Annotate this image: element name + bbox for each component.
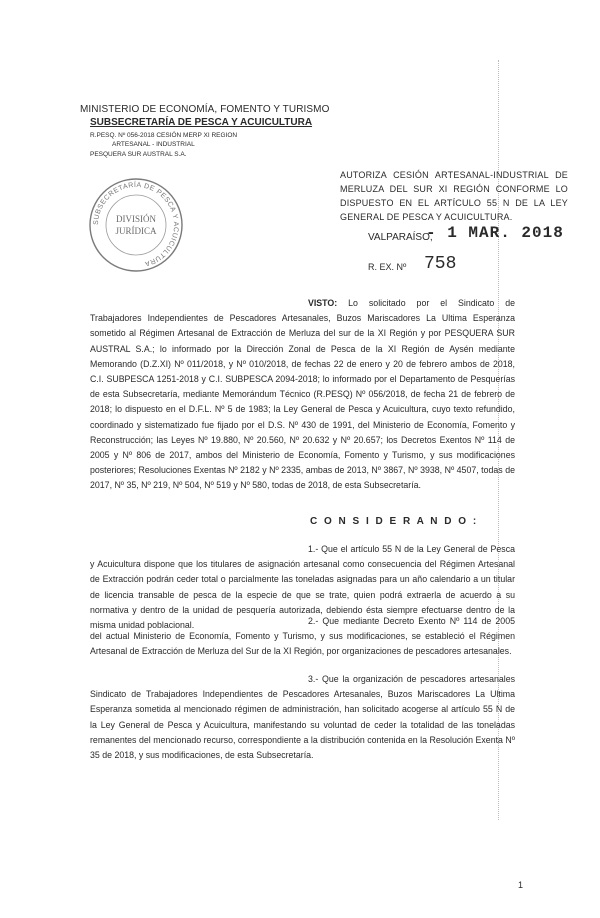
date-stamp: - 1 MAR. 2018	[426, 224, 564, 242]
considerando-1-text: 1.- Que el artículo 55 N de la Ley General de Pesca y Acuicultura dispone que los titulares de asignación artesanal como consecuencia del Régimen Artesanal de Extracción podrán ceder total o parcialmente las toneladas asignadas para un año calendario a un titular de licencia transable de pesca de la especie de que se trate, quien podrá extraerla de acuerdo a su normativa y dentro de la unidad de pesquería autorizada, debiendo ésta siempre efectuarse dentro de la misma unidad poblacional.	[90, 544, 515, 631]
ministry-name: MINISTERIO DE ECONOMÍA, FOMENTO Y TURISMO	[80, 104, 330, 115]
reference-line-2: ARTESANAL - INDUSTRIAL	[112, 141, 195, 148]
stamp-center-line-1: DIVISIÓN	[116, 214, 156, 224]
visto-text: Lo solicitado por el Sindicato de Trabajadores Independientes de Pescadores Artesanales, Buzos Mariscadores La Ultima Esperanza sometido al Régimen Artesanal de Extracción de Merluza del sur de la XI Región y por PESQUERA SUR AUSTRAL S.A.; lo informado por la Dirección Zonal de Pesca de la XI Región de Aysén mediante Memorando (D.Z.XI) Nº 011/2018, y Nº 010/2018, de fechas 22 de enero y 20 de febrero ambos de 2018, C.I. SUBPESCA 1251-2018 y C.I. SUBPESCA 2094-2018; lo informado por el Departamento de Pesquerías de esta Subsecretaría, mediante Memorándum Técnico (R.PESQ) Nº 056/2018, de fecha 21 de febrero de 2018; lo dispuesto en el D.F.L. Nº 5 de 1983; la Ley General de Pesca y Acuicultura, cuyo texto refundido, coordinado y sistematizado fue fijado por el D.S. Nº 430 de 1991, del Ministerio de Economía, Fomento y Reconstrucción; las Leyes Nº 19.880, Nº 20.560, Nº 20.632 y Nº 20.657; los Decretos Exentos Nº 114 de 2005 y Nº 806 de 2017, ambos del Ministerio de Economía, Fomento y Turismo, y sus modificaciones posteriores; Resoluciones Exentas Nº 2182 y Nº 2335, ambas de 2013, Nº 3867, Nº 3938, Nº 4507, todas de 2017, Nº 35, Nº 219, Nº 504, Nº 519 y Nº 580, todas de 2018, de esta Subsecretaría.	[90, 298, 515, 491]
reference-line-3: PESQUERA SUR AUSTRAL S.A.	[90, 151, 187, 158]
stamp-ring-text: SUBSECRETARÍA DE PESCA Y ACUICULTURA	[92, 181, 180, 268]
resolution-title: AUTORIZA CESIÓN ARTESANAL-INDUSTRIAL DE MERLUZA DEL SUR XI REGIÓN CONFORME LO DISPUESTO EN EL ARTÍCULO 55 N DE LA LEY GENERAL DE PESCA Y ACUICULTURA.	[340, 170, 568, 222]
stamp-center-line-2: JURÍDICA	[115, 226, 157, 236]
resolution-number: 758	[424, 254, 457, 274]
considerando-2	[90, 614, 515, 660]
subsecretaria-name: SUBSECRETARÍA DE PESCA Y ACUICULTURA	[90, 117, 313, 128]
resolution-label: R. EX. Nº	[368, 262, 407, 272]
page-number: 1	[518, 880, 524, 890]
visto-label: VISTO:	[308, 298, 338, 308]
division-juridica-stamp	[86, 175, 186, 275]
considerando-heading: C O N S I D E R A N D O :	[310, 516, 479, 527]
visto-paragraph	[90, 296, 515, 494]
considerando-3	[90, 672, 515, 763]
considerando-2-text: 2.- Que mediante Decreto Exento Nº 114 de 2005 del actual Ministerio de Economía, Fomento y Turismo, y sus modificaciones, se estableció el Régimen Artesanal de Extracción de Merluza del Sur de la XI Región, por organizaciones de pescadores artesanales.	[90, 616, 515, 657]
reference-line-1: R.PESQ. Nº 056-2018 CESIÓN MERP XI REGION	[90, 132, 238, 139]
considerando-3-text: 3.- Que la organización de pescadores artesanales Sindicato de Trabajadores Independientes de Pescadores Artesanales, Buzos Mariscadores La Ultima Esperanza sometida al mencionado régimen de administración, han solicitado acogerse al artículo 55 N de la Ley General de Pesca y Acuicultura, manifestando su voluntad de ceder la totalidad de las toneladas remanentes del mencionado recurso, correspondiente a la distribución contenida en la Resolución Exenta Nº 35 de 2018, y sus modificaciones, de esta Subsecretaría.	[90, 674, 515, 761]
place-label: VALPARAÍSO,	[368, 232, 433, 243]
